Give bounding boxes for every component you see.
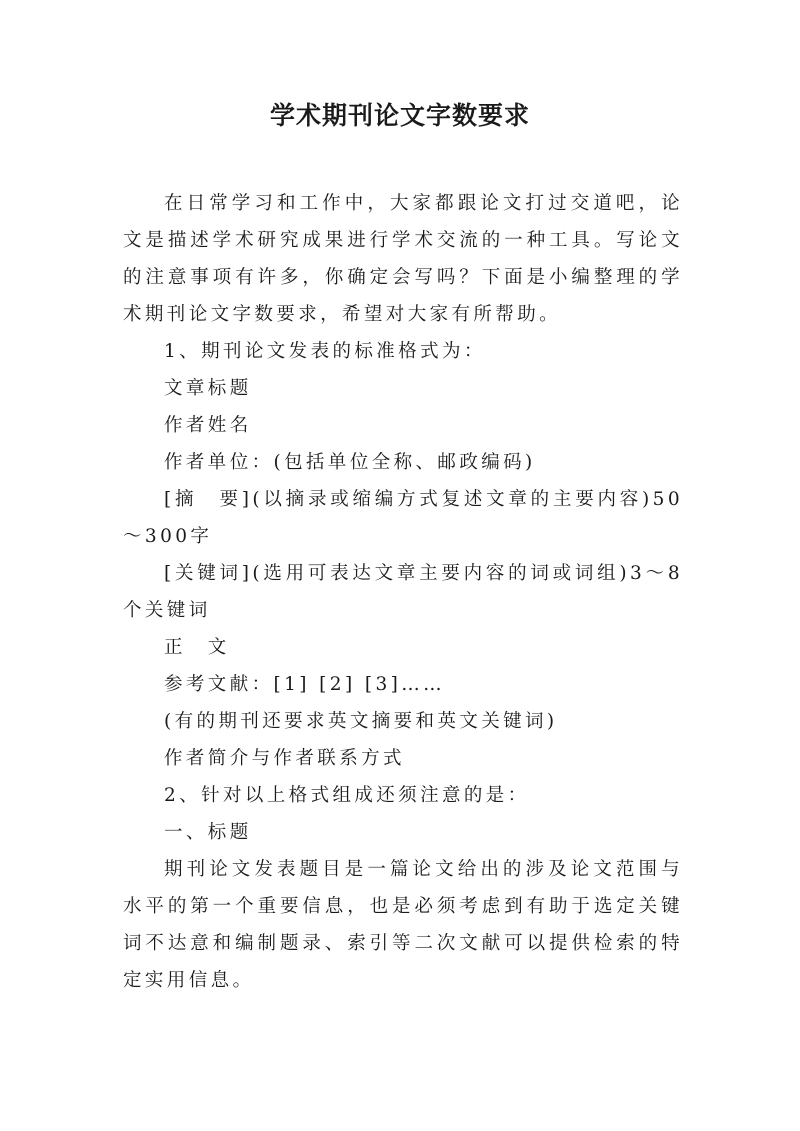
- document-title: 学术期刊论文字数要求: [269, 101, 530, 130]
- paragraph-format-references: 参考文献：[1] [2] [3]……: [164, 674, 446, 695]
- document-body: [123, 185, 683, 999]
- paragraph-format-author-bio: 作者简介与作者联系方式: [164, 748, 405, 769]
- paragraph-subheading-title: 一、标题: [164, 822, 252, 843]
- paragraph-section-2-heading: 2、针对以上格式组成还须注意的是：: [164, 785, 530, 806]
- paragraph-format-keywords: [关键词](选用可表达文章主要内容的词或词组)3～8个关键词: [123, 563, 683, 621]
- paragraph-format-author: 作者姓名: [164, 415, 252, 436]
- paragraph-format-affiliation: 作者单位：(包括单位全称、邮政编码): [164, 452, 536, 473]
- paragraph-format-english-note: (有的期刊还要求英文摘要和英文关键词): [164, 711, 558, 732]
- paragraph-format-title: 文章标题: [164, 378, 252, 399]
- paragraph-format-body: 正 文: [164, 637, 230, 658]
- paragraph-section-1-heading: 1、期刊论文发表的标准格式为：: [164, 341, 486, 362]
- paragraph-title-explanation: 期刊论文发表题目是一篇论文给出的涉及论文范围与水平的第一个重要信息，也是必须考虑到有助于选定关键词不达意和编制题录、索引等二次文献可以提供检索的特定实用信息。: [123, 859, 683, 991]
- paragraph-format-abstract: [摘 要](以摘录或缩编方式复述文章的主要内容)50～300字: [123, 489, 683, 547]
- paragraph-intro: 在日常学习和工作中，大家都跟论文打过交道吧，论文是描述学术研究成果进行学术交流的一种工具。写论文的注意事项有许多，你确定会写吗？下面是小编整理的学术期刊论文字数要求，希望对大家有所帮助。: [123, 193, 683, 325]
